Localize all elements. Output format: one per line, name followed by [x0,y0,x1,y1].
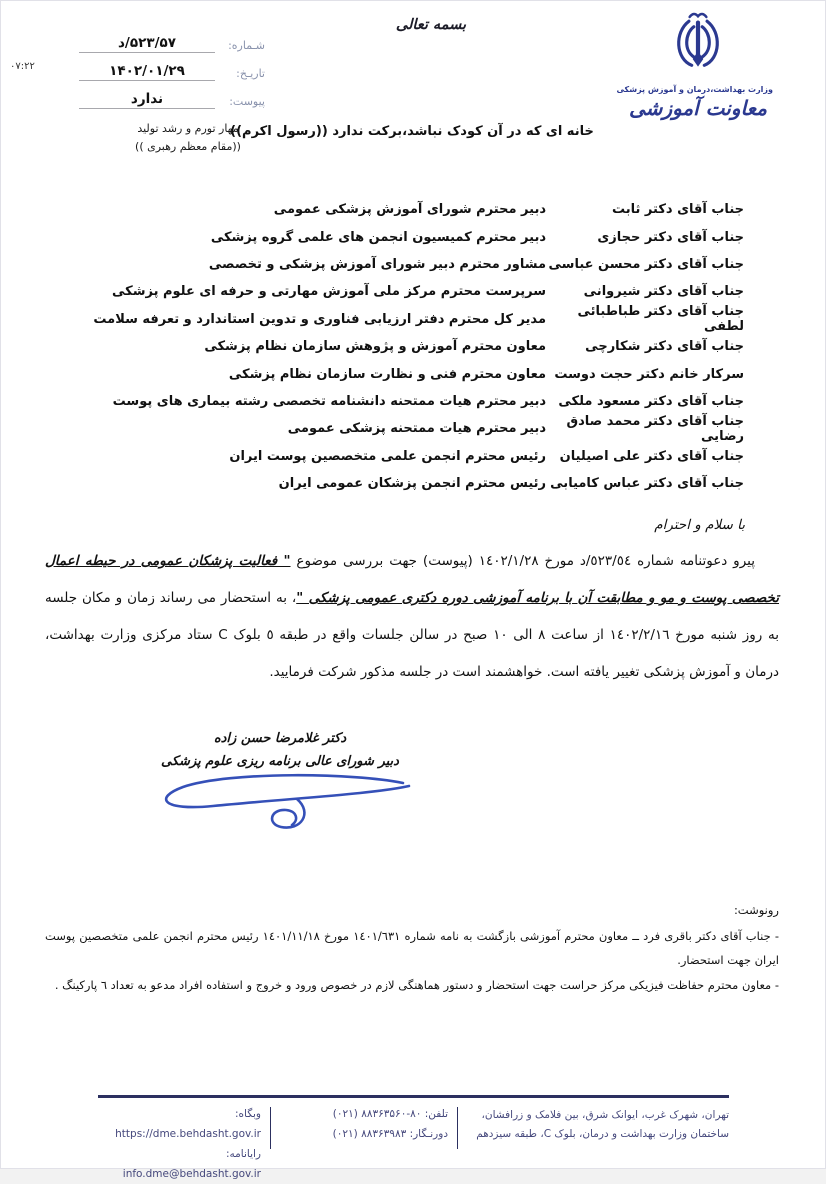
copies-list [45,924,779,998]
bismillah-heading: بسمه تعالی [395,17,467,33]
recipient-title: مشاور محترم دبیر شورای آموزش پزشکی و تخصصی [208,256,546,272]
recipients-list [46,196,744,497]
recipient-row [46,360,744,387]
recipient-name: جناب آقای دکتر حجازی [597,229,744,245]
recipient-row [46,333,744,360]
recipient-title: معاون محترم آموزش و پژوهش سازمان نظام پزشکی [204,339,546,355]
field-label: تاریـخ: [236,67,265,80]
recipient-title: رئیس محترم انجمن پزشکان عمومی ایران [278,476,546,492]
footer-divider-rule [98,1095,729,1098]
recipient-row [46,223,744,250]
recipient-title: رئیس محترم انجمن علمی متخصصین پوست ایران [229,448,546,464]
fax-row [280,1124,448,1144]
fax-label: دورنـگار: [409,1128,448,1140]
copy-item: - جناب آقای دکتر باقری فرد ــ معاون محترم آموزشی بازگشت به نامه شماره ١٤٠١/٦٣١ مورخ ١٤٠١/١١/١٨ رئیس محترم انجمن علمی متخصصین پوست ایران جهت استحضار. [45,928,779,967]
recipient-title: دبیر محترم کمیسیون انجمن های علمی گروه پزشکی [210,229,546,245]
recipient-title: مدیر کل محترم دفتر ارزیابی فناوری و تدوین استاندارد و تعرفه سلامت [93,311,546,327]
footer-phones [280,1104,448,1184]
letterhead-footer [98,1104,729,1184]
footer-vertical-divider [457,1107,458,1149]
signatory-title: دبیر شورای عالی برنامه ریزی علوم پزشکی [161,754,399,769]
recipient-title: دبیر محترم هیات ممتحنه دانشنامه تخصصی رشته بیماری های پوست [112,393,546,409]
field-label: پیوست: [229,95,265,108]
email-row [98,1144,261,1184]
recipient-title: معاون محترم فنی و نظارت سازمان نظام پزشکی [228,366,546,382]
letter-meta-fields [79,29,265,113]
phone-label: تلفن: [424,1108,448,1120]
recipient-title: دبیر محترم شورای آموزش پزشکی عمومی [273,202,546,218]
signatory-name: دکتر غلامرضا حسن زاده [213,731,347,746]
deputy-name: معاونت آموزشی [629,96,767,120]
slogan-line-1: مهار تورم و رشد تولید [137,122,239,135]
recipient-row [46,278,744,305]
website-label: وبگاه: [234,1108,261,1120]
field-value: ندارد [79,91,215,109]
recipient-name: جناب آقای دکتر محمد صادق رضایی [566,413,744,444]
email-label: رایانامه: [225,1148,261,1160]
letter-meta-field-row [79,57,265,81]
iran-emblem-icon [663,6,733,84]
handwritten-signature-icon [135,767,425,849]
field-label: شـماره: [228,39,265,52]
recipient-name: جناب آقای دکتر طباطبائی لطفی [577,304,744,335]
meeting-subject-text: " فعالیت پزشکان عمومی در حیطه اعمال تخصصی پوست و مو و مطابقت آن با برنامه آموزشی دوره دکتری عمومی پزشکی " [45,553,779,606]
ministry-name: وزارت بهداشت،درمان و آموزش پزشکی [616,85,773,94]
recipient-row [46,388,744,415]
recipient-row [46,251,744,278]
recipient-row [46,470,744,497]
website-row [98,1104,261,1144]
phone-row [280,1104,448,1124]
hadith-quote: خانه ای که در آن کودک نباشد،برکت ندارد ((رسول اکرم)) [230,124,594,139]
copies-heading: رونوشت: [733,903,779,917]
website-url: https://dme.behdasht.gov.ir [115,1128,261,1140]
recipient-name: جناب آقای دکتر محسن عباسی [548,256,744,272]
letter-meta-field-row [79,85,265,109]
address-line-2: ساختمان وزارت بهداشت و درمان، بلوک C، طبقه سیزدهم [476,1128,729,1140]
recipient-name: جناب آقای دکتر ثابت [612,202,744,218]
body-text-post: ، به استحضار می رساند زمان و مکان جلسه به روز شنبه مورخ ١٤٠٢/٢/١٦ از ساعت ٨ الی ١٠ صبح در سالن جلسات واقع در طبقه ٥ بلوک C ستاد مرکزی وزارت بهداشت، درمان و آموزش پزشکی تغییر یافته است. خواهشمند است در جلسه مذکور شرکت فرمایید. [45,590,780,680]
slogan-line-2: ((مقام معظم رهبری )) [135,140,241,153]
footer-vertical-divider [270,1107,271,1149]
email-address: info.dme@behdasht.gov.ir [122,1168,261,1180]
recipient-title: دبیر محترم هیات ممتحنه پزشکی عمومی [287,421,546,437]
recipient-name: سرکار خانم دکتر حجت دوست [554,366,744,382]
copy-item: - معاون محترم حفاظت فیزیکی مرکز حراست جهت استحضار و دستور هماهنگی لازم در خصوص ورود و خروج و استفاده افراد مدعو به تعداد ٦ پارکینگ . [54,977,779,992]
fax-number: (۰۲۱) ۸۸۳۶۳۹۸۳ [332,1128,407,1140]
recipient-row [46,196,744,223]
recipient-name: جناب آقای دکتر عباس کامیابی [550,476,744,492]
recipient-name: جناب آقای دکتر مسعود ملکی [558,393,744,409]
recipient-row [46,415,744,442]
recipient-title: سرپرست محترم مرکز ملی آموزش مهارتی و حرفه ای علوم پزشکی [111,284,546,300]
scan-time: ۰۷:۲۲ [10,61,35,72]
letter-meta-field-row [79,29,265,53]
address-line-1: تهران، شهرک غرب، ایوانک شرق، بین فلامک و زرافشان، [481,1109,729,1121]
recipient-name: جناب آقای دکتر شیروانی [583,284,744,300]
recipient-name: جناب آقای دکتر شکارچی [585,339,744,355]
signature-block [135,727,425,849]
recipient-row [46,306,744,333]
recipient-row [46,443,744,470]
phone-number: (۰۲۱) ۸۸۳۶۳۵۶۰-۸۰ [332,1108,422,1120]
field-value: ۱۴۰۲/۰۱/۲۹ [79,63,215,81]
letter-body-paragraph [45,543,779,691]
recipient-name: جناب آقای دکتر علی اصیلیان [559,448,744,464]
body-text-pre: پیرو دعوتنامه شماره ٥٢٣/٥٤/د مورخ ١٤٠٢/١/٢٨ (پیوست) جهت بررسی موضوع [290,553,755,569]
footer-web [98,1104,261,1184]
copies-section [45,898,779,997]
salutation: با سلام و احترام [654,517,745,533]
field-value: ۵۲۳/۵۷/د [79,35,215,53]
footer-address [467,1104,729,1184]
ministry-logo-block [616,6,773,120]
